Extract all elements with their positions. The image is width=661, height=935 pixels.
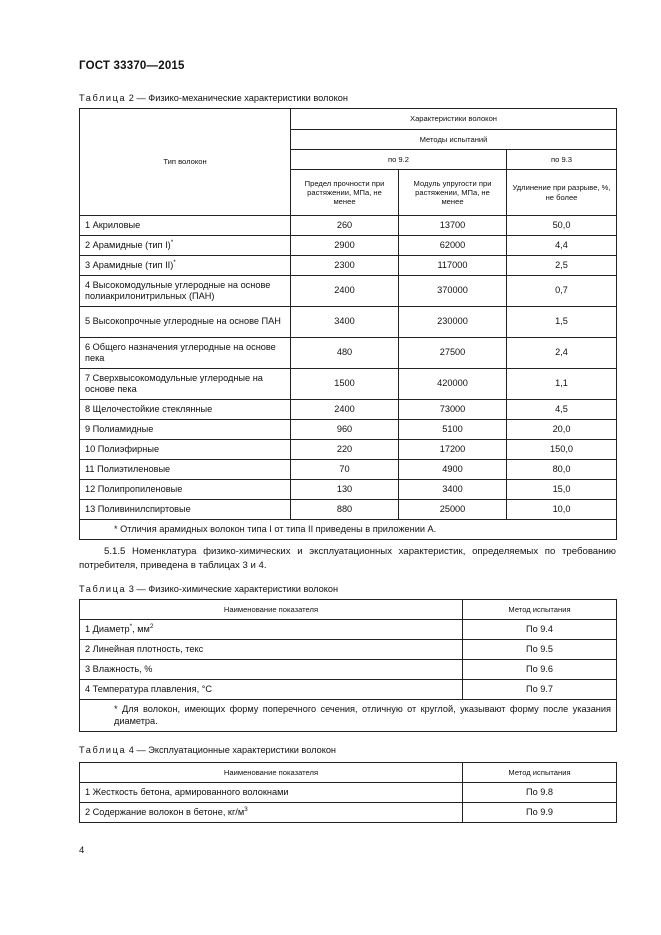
elongation-value: 80,0 bbox=[507, 460, 617, 480]
modulus-value: 13700 bbox=[399, 216, 507, 236]
table-row bbox=[80, 500, 617, 520]
parameter-name: 2 Содержание волокон в бетоне, $кг/м^3$ bbox=[80, 803, 463, 823]
test-method: По 9.8 bbox=[463, 783, 617, 803]
table2-caption bbox=[79, 93, 348, 103]
page-number: 4 bbox=[79, 845, 85, 856]
elongation-value: 20,0 bbox=[507, 420, 617, 440]
fiber-type: 1 Акриловые bbox=[80, 216, 291, 236]
table-row bbox=[80, 620, 617, 640]
table2-header-method-92: по 9.2 bbox=[291, 150, 507, 170]
parameter-name: 2 Линейная плотность, текс bbox=[80, 640, 463, 660]
elongation-value: 4,4 bbox=[507, 236, 617, 256]
table-row bbox=[80, 420, 617, 440]
strength-value: 2900 bbox=[291, 236, 399, 256]
table-row bbox=[80, 440, 617, 460]
table2-footnote: * Отличия арамидных волокон типа I от типа II приведены в приложении А. bbox=[80, 520, 617, 540]
table-row bbox=[80, 276, 617, 307]
strength-value: 2400 bbox=[291, 276, 399, 307]
strength-value: 220 bbox=[291, 440, 399, 460]
fiber-type: 9 Полиамидные bbox=[80, 420, 291, 440]
table3-caption-word: Таблица bbox=[79, 584, 127, 594]
table2-caption-number: 2 bbox=[128, 93, 134, 103]
parameter-name: 3 Влажность, % bbox=[80, 660, 463, 680]
table-row bbox=[80, 660, 617, 680]
footnote-mark: * bbox=[170, 238, 174, 246]
elongation-value: 150,0 bbox=[507, 440, 617, 460]
strength-value: 70 bbox=[291, 460, 399, 480]
table-row bbox=[80, 803, 617, 823]
document-header: ГОСТ 33370—2015 bbox=[79, 60, 185, 72]
modulus-value: 73000 bbox=[399, 400, 507, 420]
fiber-type: 12 Полипропиленовые bbox=[80, 480, 291, 500]
elongation-value: 0,7 bbox=[507, 276, 617, 307]
elongation-value: 1,1 bbox=[507, 369, 617, 400]
table4-operational bbox=[79, 762, 617, 823]
table-row bbox=[80, 236, 617, 256]
elongation-value: 50,0 bbox=[507, 216, 617, 236]
elongation-value: 15,0 bbox=[507, 480, 617, 500]
table2-header-strength: Предел прочности при растяжении, МПа, не менее bbox=[291, 170, 399, 216]
table4-header-name: Наименование показателя bbox=[80, 763, 463, 783]
table2-header-methods: Методы испытаний bbox=[291, 130, 617, 150]
superscript-2: 2 bbox=[149, 622, 154, 630]
fiber-type: 10 Полиэфирные bbox=[80, 440, 291, 460]
table2-header-method-93: по 9.3 bbox=[507, 150, 617, 170]
modulus-value: 62000 bbox=[399, 236, 507, 256]
table2-caption-title: — Физико-механические характеристики волокон bbox=[133, 93, 348, 103]
fiber-type: 4 Высокомодульные углеродные на основе полиакрилонитрильных (ПАН) bbox=[80, 276, 291, 307]
fiber-type: 5 Высокопрочные углеродные на основе ПАН bbox=[80, 307, 291, 338]
test-method: По 9.5 bbox=[463, 640, 617, 660]
table-row bbox=[80, 307, 617, 338]
modulus-value: 17200 bbox=[399, 440, 507, 460]
table2-header-fiber-type: Тип волокон bbox=[80, 109, 291, 216]
modulus-value: 25000 bbox=[399, 500, 507, 520]
table-row bbox=[80, 216, 617, 236]
modulus-value: 370000 bbox=[399, 276, 507, 307]
modulus-value: 420000 bbox=[399, 369, 507, 400]
parameter-name: 1 Диаметр*, $мм^2$ bbox=[80, 620, 463, 640]
modulus-value: 5100 bbox=[399, 420, 507, 440]
parameter-name: 4 Температура плавления, °С bbox=[80, 680, 463, 700]
test-method: По 9.6 bbox=[463, 660, 617, 680]
fiber-type: 8 Щелочестойкие стеклянные bbox=[80, 400, 291, 420]
table3-caption-number: 3 bbox=[128, 584, 134, 594]
fiber-type: 6 Общего назначения углеродные на основе пека bbox=[80, 338, 291, 369]
elongation-value: 4,5 bbox=[507, 400, 617, 420]
parameter-name: 1 Жесткость бетона, армированного волокнами bbox=[80, 783, 463, 803]
table3-physical-chemical bbox=[79, 599, 617, 732]
strength-value: 2400 bbox=[291, 400, 399, 420]
table2-physical-mechanical bbox=[79, 108, 617, 540]
strength-value: 260 bbox=[291, 216, 399, 236]
table2-header-elongation: Удлинение при разрыве, %, не более bbox=[507, 170, 617, 216]
footnote-mark: * bbox=[129, 622, 133, 630]
table-row bbox=[80, 400, 617, 420]
table4-caption-title: — Эксплуатационные характеристики волокон bbox=[133, 745, 337, 755]
test-method: По 9.4 bbox=[463, 620, 617, 640]
fiber-type: 11 Полиэтиленовые bbox=[80, 460, 291, 480]
strength-value: 2300 bbox=[291, 256, 399, 276]
table-row bbox=[80, 460, 617, 480]
table4-header-method: Метод испытания bbox=[463, 763, 617, 783]
strength-value: 1500 bbox=[291, 369, 399, 400]
modulus-value: 4900 bbox=[399, 460, 507, 480]
table3-caption bbox=[79, 584, 338, 594]
table2-header-characteristics: Характеристики волокон bbox=[291, 109, 617, 130]
table-row bbox=[80, 480, 617, 500]
table2-header-modulus: Модуль упругости при растяжении, МПа, не менее bbox=[399, 170, 507, 216]
table2-caption-word: Таблица bbox=[79, 93, 127, 103]
table3-header-method: Метод испытания bbox=[463, 600, 617, 620]
modulus-value: 230000 bbox=[399, 307, 507, 338]
table3-footnote: * Для волокон, имеющих форму поперечного сечения, отличную от круглой, указывают форму после указания диаметра. bbox=[80, 700, 617, 732]
table-row bbox=[80, 256, 617, 276]
table-row bbox=[80, 783, 617, 803]
table3-header-name: Наименование показателя bbox=[80, 600, 463, 620]
fiber-type: 3 Арамидные (тип II)* bbox=[80, 256, 291, 276]
table-row bbox=[80, 369, 617, 400]
table3-caption-title: — Физико-химические характеристики волокон bbox=[133, 584, 339, 594]
strength-value: 960 bbox=[291, 420, 399, 440]
modulus-value: 3400 bbox=[399, 480, 507, 500]
table-row bbox=[80, 680, 617, 700]
table4-caption-word: Таблица bbox=[79, 745, 127, 755]
strength-value: 480 bbox=[291, 338, 399, 369]
fiber-type: 2 Арамидные (тип I)* bbox=[80, 236, 291, 256]
fiber-type: 13 Поливинилспиртовые bbox=[80, 500, 291, 520]
strength-value: 880 bbox=[291, 500, 399, 520]
elongation-value: 2,4 bbox=[507, 338, 617, 369]
strength-value: 3400 bbox=[291, 307, 399, 338]
test-method: По 9.9 bbox=[463, 803, 617, 823]
table4-caption bbox=[79, 745, 336, 755]
strength-value: 130 bbox=[291, 480, 399, 500]
modulus-value: 27500 bbox=[399, 338, 507, 369]
test-method: По 9.7 bbox=[463, 680, 617, 700]
elongation-value: 1,5 bbox=[507, 307, 617, 338]
table4-caption-number: 4 bbox=[128, 745, 134, 755]
elongation-value: 2,5 bbox=[507, 256, 617, 276]
section-5-1-5-paragraph: 5.1.5 Номенклатура физико-химических и эксплуатационных характеристик, определяемых по требованию потребителя, приведена в таблицах 3 и 4. bbox=[79, 546, 616, 571]
table-row bbox=[80, 338, 617, 369]
fiber-type: 7 Сверхвысокомодульные углеродные на основе пека bbox=[80, 369, 291, 400]
superscript-3: 3 bbox=[244, 805, 248, 813]
footnote-mark: * bbox=[173, 258, 176, 266]
elongation-value: 10,0 bbox=[507, 500, 617, 520]
modulus-value: 117000 bbox=[399, 256, 507, 276]
table-row bbox=[80, 640, 617, 660]
